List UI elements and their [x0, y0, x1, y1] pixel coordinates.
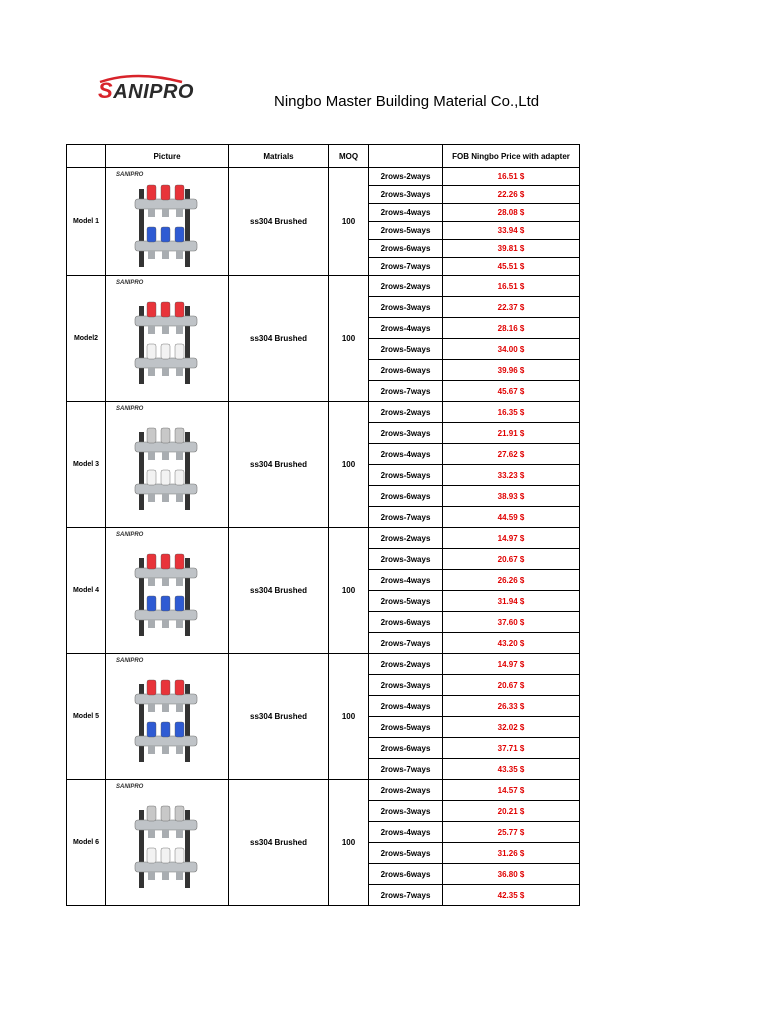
- mini-logo: SANIPRO: [116, 532, 144, 538]
- ways-cell: 2rows-7ways: [369, 633, 443, 654]
- manifold-image: [127, 296, 207, 392]
- material-cell: ss304 Brushed: [229, 528, 329, 654]
- price-cell: 22.37 $: [443, 297, 580, 318]
- logo-initial: S: [98, 78, 114, 103]
- table-row: [67, 780, 580, 801]
- material-cell: ss304 Brushed: [229, 168, 329, 276]
- sanipro-logo: [96, 72, 194, 106]
- ways-cell: 2rows-5ways: [369, 717, 443, 738]
- table-row: [67, 168, 580, 186]
- price-cell: 27.62 $: [443, 444, 580, 465]
- price-cell: 36.80 $: [443, 864, 580, 885]
- price-cell: 28.16 $: [443, 318, 580, 339]
- ways-cell: 2rows-2ways: [369, 402, 443, 423]
- mini-logo: SANIPRO: [116, 784, 144, 790]
- ways-cell: 2rows-6ways: [369, 612, 443, 633]
- model-name: Model 5: [67, 654, 106, 780]
- ways-cell: 2rows-6ways: [369, 360, 443, 381]
- moq-cell: 100: [329, 780, 369, 906]
- product-picture: [106, 168, 229, 276]
- ways-cell: 2rows-7ways: [369, 381, 443, 402]
- table-row: [67, 528, 580, 549]
- price-cell: 44.59 $: [443, 507, 580, 528]
- ways-cell: 2rows-5ways: [369, 465, 443, 486]
- header-ways: [369, 145, 443, 168]
- price-cell: 33.23 $: [443, 465, 580, 486]
- ways-cell: 2rows-2ways: [369, 276, 443, 297]
- logo-rest: ANIPRO: [113, 81, 194, 103]
- moq-cell: 100: [329, 276, 369, 402]
- price-cell: 16.51 $: [443, 276, 580, 297]
- price-cell: 14.97 $: [443, 528, 580, 549]
- ways-cell: 2rows-7ways: [369, 507, 443, 528]
- product-picture: [106, 528, 229, 654]
- material-cell: ss304 Brushed: [229, 276, 329, 402]
- table-row: [67, 276, 580, 297]
- ways-cell: 2rows-4ways: [369, 570, 443, 591]
- mini-logo: SANIPRO: [116, 172, 144, 178]
- mini-logo: SANIPRO: [116, 280, 144, 286]
- header-material: Matrials: [229, 145, 329, 168]
- price-cell: 21.91 $: [443, 423, 580, 444]
- ways-cell: 2rows-4ways: [369, 444, 443, 465]
- ways-cell: 2rows-4ways: [369, 696, 443, 717]
- ways-cell: 2rows-2ways: [369, 654, 443, 675]
- manifold-image: [127, 800, 207, 896]
- price-cell: 16.51 $: [443, 168, 580, 186]
- ways-cell: 2rows-2ways: [369, 528, 443, 549]
- header-model: [67, 145, 106, 168]
- manifold-image: [127, 674, 207, 770]
- model-name: Model2: [67, 276, 106, 402]
- product-picture: [106, 780, 229, 906]
- product-picture: [106, 402, 229, 528]
- ways-cell: 2rows-7ways: [369, 885, 443, 906]
- price-cell: 37.60 $: [443, 612, 580, 633]
- price-cell: 20.67 $: [443, 675, 580, 696]
- price-cell: 26.26 $: [443, 570, 580, 591]
- ways-cell: 2rows-3ways: [369, 801, 443, 822]
- table-row: [67, 654, 580, 675]
- manifold-image: [127, 422, 207, 518]
- price-cell: 28.08 $: [443, 204, 580, 222]
- ways-cell: 2rows-5ways: [369, 843, 443, 864]
- price-cell: 31.26 $: [443, 843, 580, 864]
- ways-cell: 2rows-7ways: [369, 759, 443, 780]
- ways-cell: 2rows-4ways: [369, 204, 443, 222]
- ways-cell: 2rows-2ways: [369, 780, 443, 801]
- price-cell: 33.94 $: [443, 222, 580, 240]
- ways-cell: 2rows-6ways: [369, 864, 443, 885]
- price-cell: 42.35 $: [443, 885, 580, 906]
- price-cell: 14.57 $: [443, 780, 580, 801]
- product-picture: [106, 654, 229, 780]
- ways-cell: 2rows-4ways: [369, 822, 443, 843]
- mini-logo: SANIPRO: [116, 406, 144, 412]
- ways-cell: 2rows-3ways: [369, 186, 443, 204]
- moq-cell: 100: [329, 654, 369, 780]
- price-cell: 37.71 $: [443, 738, 580, 759]
- ways-cell: 2rows-3ways: [369, 297, 443, 318]
- price-cell: 45.51 $: [443, 258, 580, 276]
- material-cell: ss304 Brushed: [229, 654, 329, 780]
- model-name: Model 1: [67, 168, 106, 276]
- mini-logo: SANIPRO: [116, 658, 144, 664]
- price-cell: 20.67 $: [443, 549, 580, 570]
- ways-cell: 2rows-5ways: [369, 591, 443, 612]
- model-name: Model 3: [67, 402, 106, 528]
- moq-cell: 100: [329, 402, 369, 528]
- price-cell: 39.96 $: [443, 360, 580, 381]
- header-moq: MOQ: [329, 145, 369, 168]
- price-cell: 31.94 $: [443, 591, 580, 612]
- ways-cell: 2rows-6ways: [369, 486, 443, 507]
- ways-cell: 2rows-4ways: [369, 318, 443, 339]
- ways-cell: 2rows-5ways: [369, 222, 443, 240]
- price-cell: 38.93 $: [443, 486, 580, 507]
- material-cell: ss304 Brushed: [229, 780, 329, 906]
- ways-cell: 2rows-3ways: [369, 423, 443, 444]
- ways-cell: 2rows-2ways: [369, 168, 443, 186]
- ways-cell: 2rows-7ways: [369, 258, 443, 276]
- material-cell: ss304 Brushed: [229, 402, 329, 528]
- price-cell: 26.33 $: [443, 696, 580, 717]
- ways-cell: 2rows-6ways: [369, 738, 443, 759]
- price-cell: 32.02 $: [443, 717, 580, 738]
- price-table: [66, 144, 580, 906]
- price-cell: 39.81 $: [443, 240, 580, 258]
- manifold-image: [127, 548, 207, 644]
- price-cell: 43.20 $: [443, 633, 580, 654]
- price-cell: 43.35 $: [443, 759, 580, 780]
- moq-cell: 100: [329, 168, 369, 276]
- price-cell: 45.67 $: [443, 381, 580, 402]
- ways-cell: 2rows-3ways: [369, 675, 443, 696]
- header-price: FOB Ningbo Price with adapter: [443, 145, 580, 168]
- ways-cell: 2rows-5ways: [369, 339, 443, 360]
- price-cell: 14.97 $: [443, 654, 580, 675]
- ways-cell: 2rows-3ways: [369, 549, 443, 570]
- header-row: [67, 145, 580, 168]
- price-cell: 25.77 $: [443, 822, 580, 843]
- ways-cell: 2rows-6ways: [369, 240, 443, 258]
- price-cell: 22.26 $: [443, 186, 580, 204]
- price-cell: 34.00 $: [443, 339, 580, 360]
- price-cell: 16.35 $: [443, 402, 580, 423]
- moq-cell: 100: [329, 528, 369, 654]
- model-name: Model 4: [67, 528, 106, 654]
- price-cell: 20.21 $: [443, 801, 580, 822]
- table-row: [67, 402, 580, 423]
- model-name: Model 6: [67, 780, 106, 906]
- company-name: Ningbo Master Building Material Co.,Ltd: [274, 93, 540, 110]
- product-picture: [106, 276, 229, 402]
- header-picture: Picture: [106, 145, 229, 168]
- manifold-image: [127, 179, 207, 275]
